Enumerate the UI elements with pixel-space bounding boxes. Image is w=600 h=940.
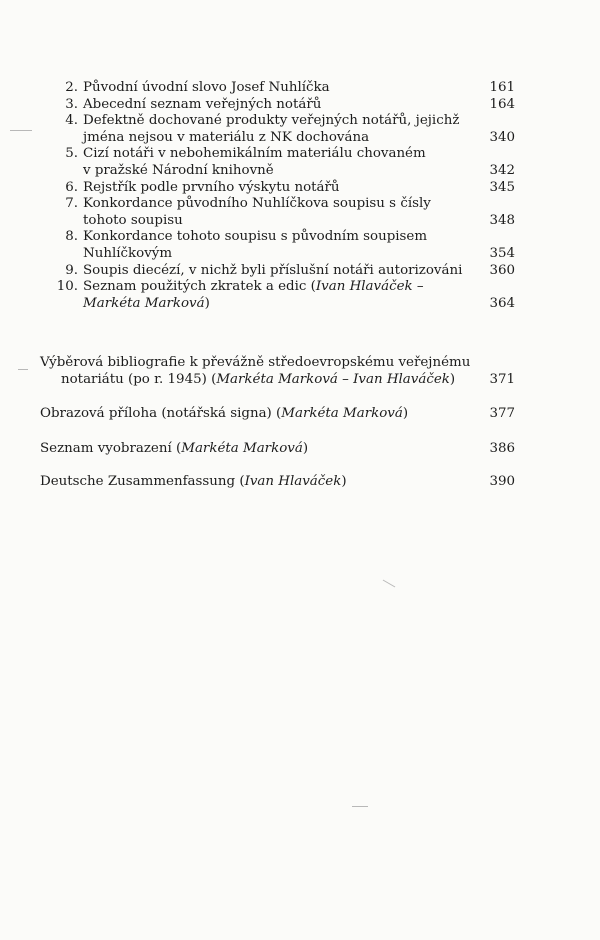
entry-page: 342 [489, 162, 515, 178]
entry-title: Soupis diecézí, v nichž byli příslušní notáři autorizováni [83, 262, 463, 278]
scan-speck [18, 369, 28, 370]
section-page: 377 [489, 406, 515, 421]
entry-page: 345 [489, 179, 515, 195]
entry-title-continued: v pražské Národní knihovně [83, 162, 274, 178]
entry-title-continued: Markéta Marková) [83, 295, 210, 311]
entry-title-continued: Nuhlíčkovým [83, 245, 173, 261]
toc-entry[interactable] [40, 80, 515, 97]
section-title: Deutsche Zusammenfassung (Ivan Hlaváček) [40, 474, 347, 489]
entry-title: Konkordance původního Nuhlíčkova soupisu s čísly [83, 196, 431, 212]
entry-page: 364 [489, 295, 515, 311]
toc-entry[interactable] [40, 97, 515, 114]
entry-author: Ivan Hlaváček – [315, 279, 424, 295]
entry-page: 354 [489, 245, 515, 261]
scan-speck [383, 580, 396, 588]
entry-title: Cizí notáři v nebohemikálním materiálu chovaném [83, 146, 426, 162]
entry-page: 340 [489, 129, 515, 145]
toc-entry[interactable] [40, 279, 515, 312]
section-title: Výběrová bibliografie k převážně středoevropskému veřejnému [40, 355, 471, 370]
entry-title [83, 279, 470, 296]
entry-number: 10. [56, 279, 78, 295]
entry-number: 3. [65, 96, 78, 112]
entry-number: 7. [65, 196, 78, 212]
entry-number: 8. [65, 229, 78, 245]
entry-author: Markéta Marková [83, 295, 205, 311]
entry-title: Defektně dochované produkty veřejných notářů, jejichž [83, 113, 460, 129]
scan-speck [10, 130, 32, 131]
entry-title: Konkordance tohoto soupisu s původním soupisem [83, 229, 428, 245]
toc-section-bibliography[interactable] [40, 355, 515, 388]
entry-number: 5. [65, 146, 78, 162]
section-author: Markéta Marková [281, 406, 403, 421]
entry-title: Rejstřík podle prvního výskytu notářů [83, 179, 340, 195]
section-page: 371 [489, 371, 515, 387]
toc-entry[interactable] [40, 146, 515, 179]
toc-section-illustrations[interactable] [40, 441, 515, 458]
section-title-continued: notariátu (po r. 1945) (Markéta Marková – Ivan Hlaváček) [61, 371, 456, 387]
toc-entry[interactable] [40, 180, 515, 197]
toc-entry[interactable] [40, 263, 515, 280]
entry-number: 9. [65, 262, 78, 278]
toc-entry[interactable] [40, 113, 515, 146]
entry-title: Původní úvodní slovo Josef Nuhlíčka [83, 80, 330, 95]
entry-page: 360 [489, 262, 515, 278]
section-author: Markéta Marková [181, 441, 303, 456]
section-page: 386 [489, 441, 515, 456]
entry-number: 6. [65, 179, 78, 195]
toc-section-image-appendix[interactable] [40, 406, 515, 423]
toc-numbered-list [40, 80, 515, 312]
section-author: Markéta Marková – Ivan Hlaváček [216, 371, 450, 387]
section-author: Ivan Hlaváček [244, 474, 342, 489]
entry-title: Abecední seznam veřejných notářů [83, 96, 322, 112]
entry-title-text: Seznam použitých zkratek a edic ( [83, 279, 316, 295]
entry-number: 4. [65, 113, 78, 129]
entry-title-continued: tohoto soupisu [83, 212, 183, 228]
section-page: 390 [489, 474, 515, 489]
section-title: Obrazová příloha (notářská signa) (Markéta Marková) [40, 406, 409, 421]
entry-title-continued: jména nejsou v materiálu z NK dochována [83, 129, 370, 145]
entry-page: 348 [489, 212, 515, 228]
entry-page: 164 [489, 96, 515, 112]
toc-entry[interactable] [40, 196, 515, 229]
section-title: Seznam vyobrazení (Markéta Marková) [40, 441, 309, 456]
scan-speck [352, 806, 368, 807]
toc-entry[interactable] [40, 229, 515, 262]
entry-number: 2. [65, 80, 78, 95]
entry-page: 161 [489, 80, 515, 95]
toc-section-german-summary[interactable] [40, 474, 515, 491]
